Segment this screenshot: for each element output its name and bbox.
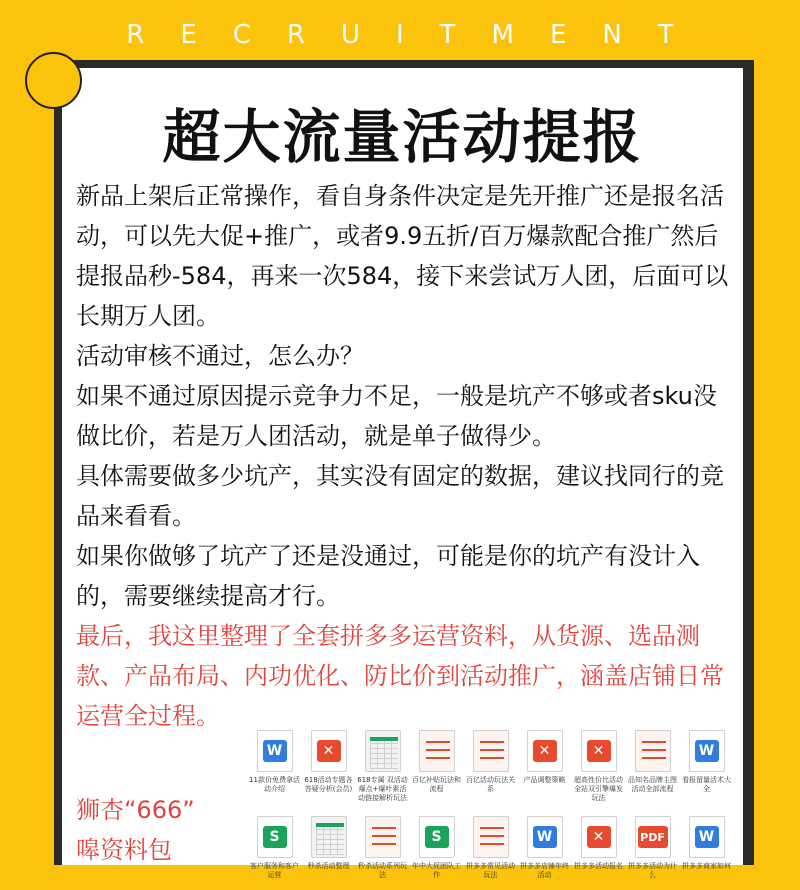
file-item[interactable] [302, 730, 355, 804]
file-caption: 看报留量活术大全 [682, 776, 731, 793]
promo-text [76, 790, 246, 870]
file-item[interactable] [410, 816, 463, 890]
file-item[interactable] [410, 730, 463, 804]
pdf-file-icon: PDF [635, 816, 671, 858]
page-title: 超大流量活动提报 [162, 103, 643, 171]
file-caption: 客户服务和客户运营 [250, 862, 299, 879]
file-caption: 秒杀活动整理 [307, 862, 350, 870]
paragraph: 如果不通过原因提示竞争力不足，一般是坑产不够或者sku没做比价，若是万人团活动，就是单子做得少。 [76, 382, 717, 450]
xmind-file-icon: ✕ [581, 816, 617, 858]
file-caption: 618专属 双活动爆点+爆叶素活动链接解析玩法 [357, 776, 408, 802]
file-caption: 拼多多店铺年终活动 [520, 862, 569, 879]
file-item[interactable] [464, 816, 517, 890]
file-item[interactable] [572, 730, 625, 804]
file-item[interactable] [680, 730, 733, 804]
mindmap-file-icon [473, 730, 509, 772]
xmind-file-icon: ✕ [311, 730, 347, 772]
spreadsheet-file-icon [365, 730, 401, 772]
file-caption: 11款价免费拿活动介绍 [249, 776, 300, 793]
file-thumbnail-grid [248, 730, 731, 890]
file-item[interactable] [518, 816, 571, 890]
file-item[interactable] [680, 816, 733, 890]
file-item[interactable] [464, 730, 517, 804]
file-item[interactable] [302, 816, 355, 890]
promo-line: 狮杏“666” [76, 796, 195, 824]
file-item[interactable] [356, 816, 409, 890]
file-caption: 百亿补贴玩法和流程 [412, 776, 461, 793]
file-item[interactable] [626, 816, 679, 890]
banner-text: RECRUITMENT [126, 20, 710, 50]
paragraph: 新品上架后正常操作，看自身条件决定是先开推广还是报名活动，可以先大促+推广，或者9.9五折/百万爆款配合推广然后提报品秒-584，再来一次584，接下来尝试万人团，后面可以长期万人团。 [76, 182, 729, 330]
file-caption: 年中大促团队工作 [412, 862, 461, 879]
file-caption: 拼多多活动报名 [574, 862, 623, 870]
paragraph: 如果你做够了坑产了还是没通过，可能是你的坑产有没计入的，需要继续提高才行。 [76, 542, 700, 610]
file-caption: 拼多多商家如何 [682, 862, 731, 870]
xmind-file-icon: ✕ [527, 730, 563, 772]
word-file-icon: W [689, 730, 725, 772]
file-item[interactable] [248, 816, 301, 890]
file-caption: 百亿活动玩法关系 [466, 776, 515, 793]
file-item[interactable] [248, 730, 301, 804]
file-item[interactable] [518, 730, 571, 804]
spreadsheet-file-icon [311, 816, 347, 858]
file-caption: 618活动专题各答疑分析(会员) [304, 776, 353, 793]
mindmap-file-icon [473, 816, 509, 858]
sheet-file-icon: S [419, 816, 455, 858]
highlight-paragraph: 最后，我这里整理了全套拼多多运营资料，从货源、选品测款、产品布局、内功优化、防比价到活动推广，涵盖店铺日常运营全过程。 [76, 622, 724, 730]
promo-line: 嗥资料包 [76, 836, 172, 864]
file-item[interactable] [572, 816, 625, 890]
file-caption: 秒杀活动系列玩法 [358, 862, 407, 879]
xmind-file-icon: ✕ [581, 730, 617, 772]
file-item[interactable] [626, 730, 679, 804]
sheet-file-icon: S [257, 816, 293, 858]
mindmap-file-icon [365, 816, 401, 858]
file-item[interactable] [356, 730, 409, 804]
word-file-icon: W [257, 730, 293, 772]
file-caption: 拼多多常见活动玩法 [466, 862, 515, 879]
file-caption: 拼多多活动为什么 [628, 862, 677, 879]
file-caption: 产品调整策略 [523, 776, 566, 784]
mindmap-file-icon [419, 730, 455, 772]
paragraph: 活动审核不通过，怎么办？ [76, 342, 364, 370]
paragraph: 具体需要做多少坑产，其实没有固定的数据，建议找同行的竞品来看看。 [76, 462, 724, 530]
recruitment-banner [0, 0, 800, 60]
file-caption: 超高性价比活动全站双引擎爆发玩法 [574, 776, 623, 802]
mindmap-file-icon [635, 730, 671, 772]
word-file-icon: W [689, 816, 725, 858]
word-file-icon: W [527, 816, 563, 858]
file-caption: 品知名品牌主图活动全部流程 [628, 776, 677, 793]
article-body [76, 176, 731, 736]
